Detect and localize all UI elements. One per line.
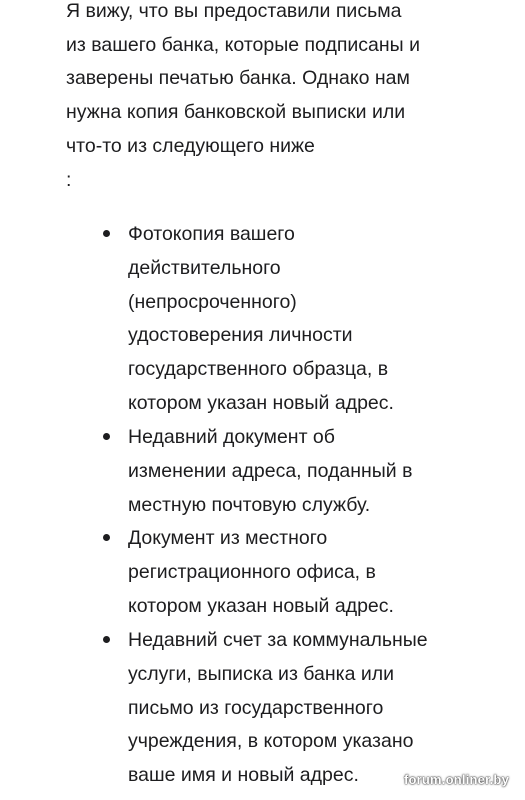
list-item-line: учреждения, в котором указано — [128, 730, 414, 753]
list-item-line: изменении адреса, поданный в — [128, 459, 413, 482]
list-item-text — [128, 218, 394, 421]
bullet-dot-icon — [103, 433, 110, 440]
list-item-line: котором указан новый адрес. — [128, 594, 394, 617]
list-item-line: удостоверения личности — [128, 324, 353, 347]
list-item-text — [128, 421, 412, 522]
paragraph-line: заверены печатью банка. Однако нам — [66, 67, 410, 89]
list-item-line: государственного образца, в — [128, 358, 389, 381]
paragraph-colon: : — [66, 169, 72, 191]
bullet-dot-icon — [103, 534, 110, 541]
paragraph-line: нужна копия банковской выписки или — [66, 101, 406, 123]
list-item-line: местную почтовую службу. — [128, 493, 371, 516]
paragraph-line: что-то из следующего ниже — [66, 135, 315, 157]
paragraph-line: Я вижу, что вы предоставили письма — [66, 0, 402, 22]
watermark-logo: forum.onliner.by — [403, 772, 509, 787]
list-item-text — [128, 624, 428, 793]
list-item-line: регистрационного офиса, в — [128, 560, 376, 583]
list-item-text — [128, 522, 394, 623]
list-item-line: действительного — [128, 256, 281, 279]
list-item-line: Документ из местного — [128, 527, 328, 549]
list-item-line: Фотокопия вашего — [128, 223, 295, 245]
list-item-line: Недавний счет за коммунальные — [128, 629, 428, 651]
list-item-line: (непросроченного) — [128, 290, 297, 313]
list-item-line: Недавний документ об — [128, 426, 335, 448]
list-item-line: котором указан новый адрес. — [128, 391, 394, 414]
paragraph-line: из вашего банка, которые подписаны и — [66, 34, 420, 56]
list-item-line: ваше имя и новый адрес. — [128, 764, 359, 787]
list-item-line: письмо из государственного — [128, 696, 384, 719]
bullet-dot-icon — [103, 636, 110, 643]
bullet-dot-icon — [103, 230, 110, 237]
list-item-line: услуги, выписка из банка или — [128, 662, 395, 685]
